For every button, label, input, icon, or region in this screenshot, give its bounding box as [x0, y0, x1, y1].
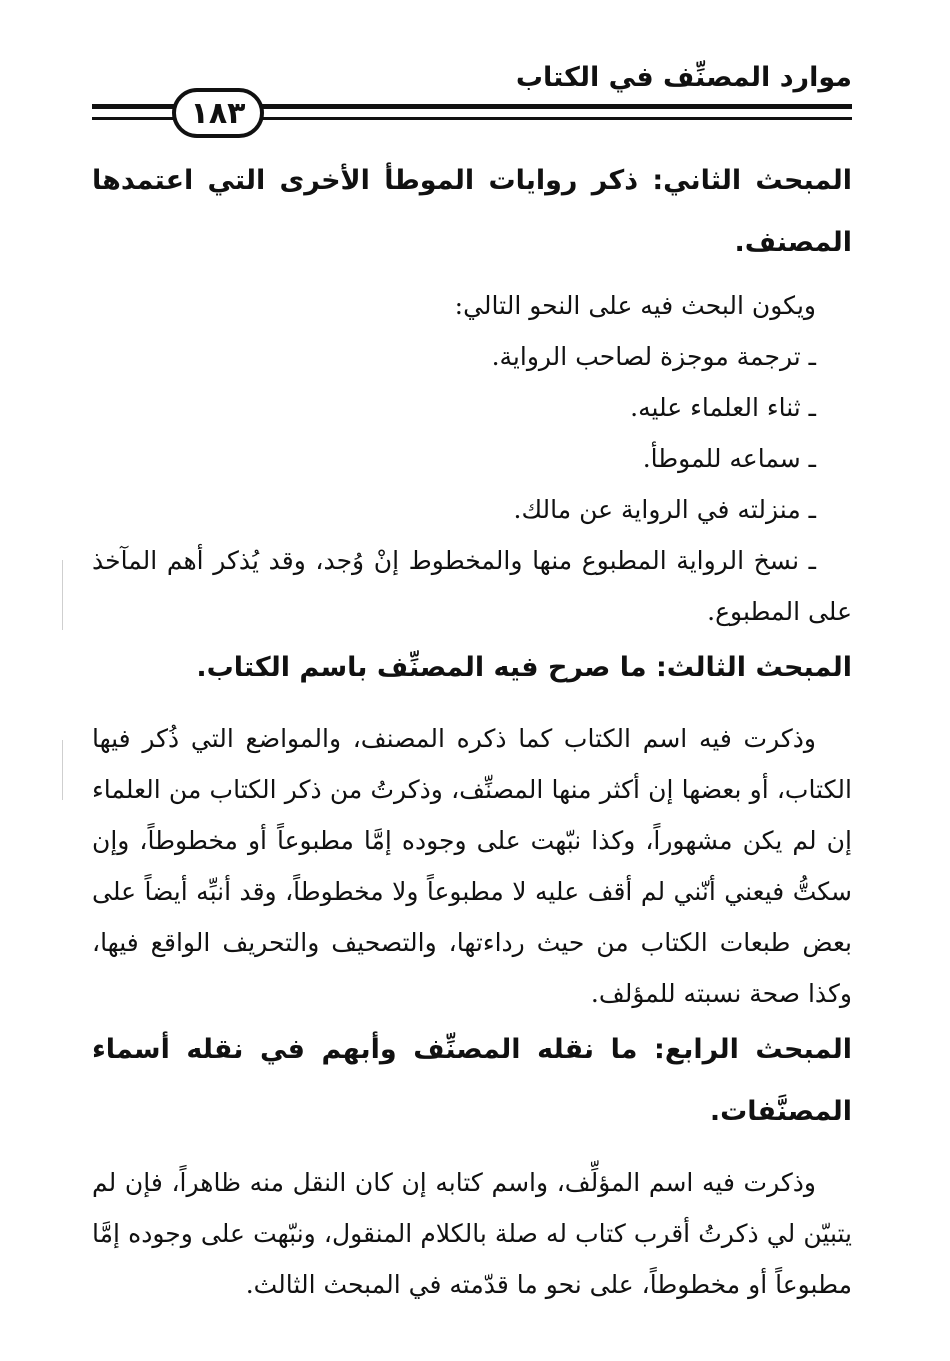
list-item: ـ سماعه للموطأ. [642, 444, 816, 473]
margin-mark [62, 740, 63, 800]
running-title: موارد المصنِّف في الكتاب [515, 62, 852, 93]
page-content [92, 150, 852, 1310]
list-item: ـ ثناء العلماء عليه. [630, 393, 816, 422]
section-body: وذكرت فيه اسم الكتاب كما ذكره المصنف، والمواضع التي ذُكر فيها الكتاب، أو بعضها إن أكثر منها المصنِّف، وذكرتُ من ذكر الكتاب من العلماء إن لم يكن مشهوراً، وكذا نبّهت على وجوده إمَّا مطبوعاً أو مخطوطاً، وإن سكتُّ فيعني أنّني لم أقف عليه لا مطبوعاً ولا مخطوطاً، وقد أنبِّه أيضاً على بعض طبعات الكتاب من حيث رداءتها، والتصحيف والتحريف الواقع فيها، وكذا صحة نسبته للمؤلف. [92, 724, 852, 1008]
margin-mark [62, 560, 63, 630]
section-heading: المبحث الرابع: ما نقله المصنِّف وأبهم في نقله أسماء المصنَّفات. [92, 1034, 852, 1127]
section-4 [92, 1019, 852, 1310]
page-number: ١٨٣ [172, 88, 264, 138]
section-heading: المبحث الثالث: ما صرح فيه المصنِّف باسم الكتاب. [196, 652, 852, 683]
section-2 [92, 150, 852, 637]
section-body: وذكرت فيه اسم المؤلِّف، واسم كتابه إن كان النقل منه ظاهراً، فإن لم يتبيّن لي ذكرتُ أقرب كتاب له صلة بالكلام المنقول، ونبّهت على وجوده إمَّا مطبوعاً أو مخطوطاً، على نحو ما قدّمته في المبحث الثالث. [92, 1168, 852, 1299]
section-heading: المبحث الثاني: ذكر روايات الموطأ الأخرى التي اعتمدها المصنف. [92, 165, 852, 258]
list-item: ـ منزلته في الرواية عن مالك. [513, 495, 816, 524]
section-intro: ويكون البحث فيه على النحو التالي: [454, 291, 816, 320]
section-3 [92, 637, 852, 1019]
list-item: ـ نسخ الرواية المطبوع منها والمخطوط إنْ وُجد، وقد يُذكر أهم المآخذ على المطبوع. [92, 546, 852, 626]
list-item: ـ ترجمة موجزة لصاحب الرواية. [491, 342, 816, 371]
